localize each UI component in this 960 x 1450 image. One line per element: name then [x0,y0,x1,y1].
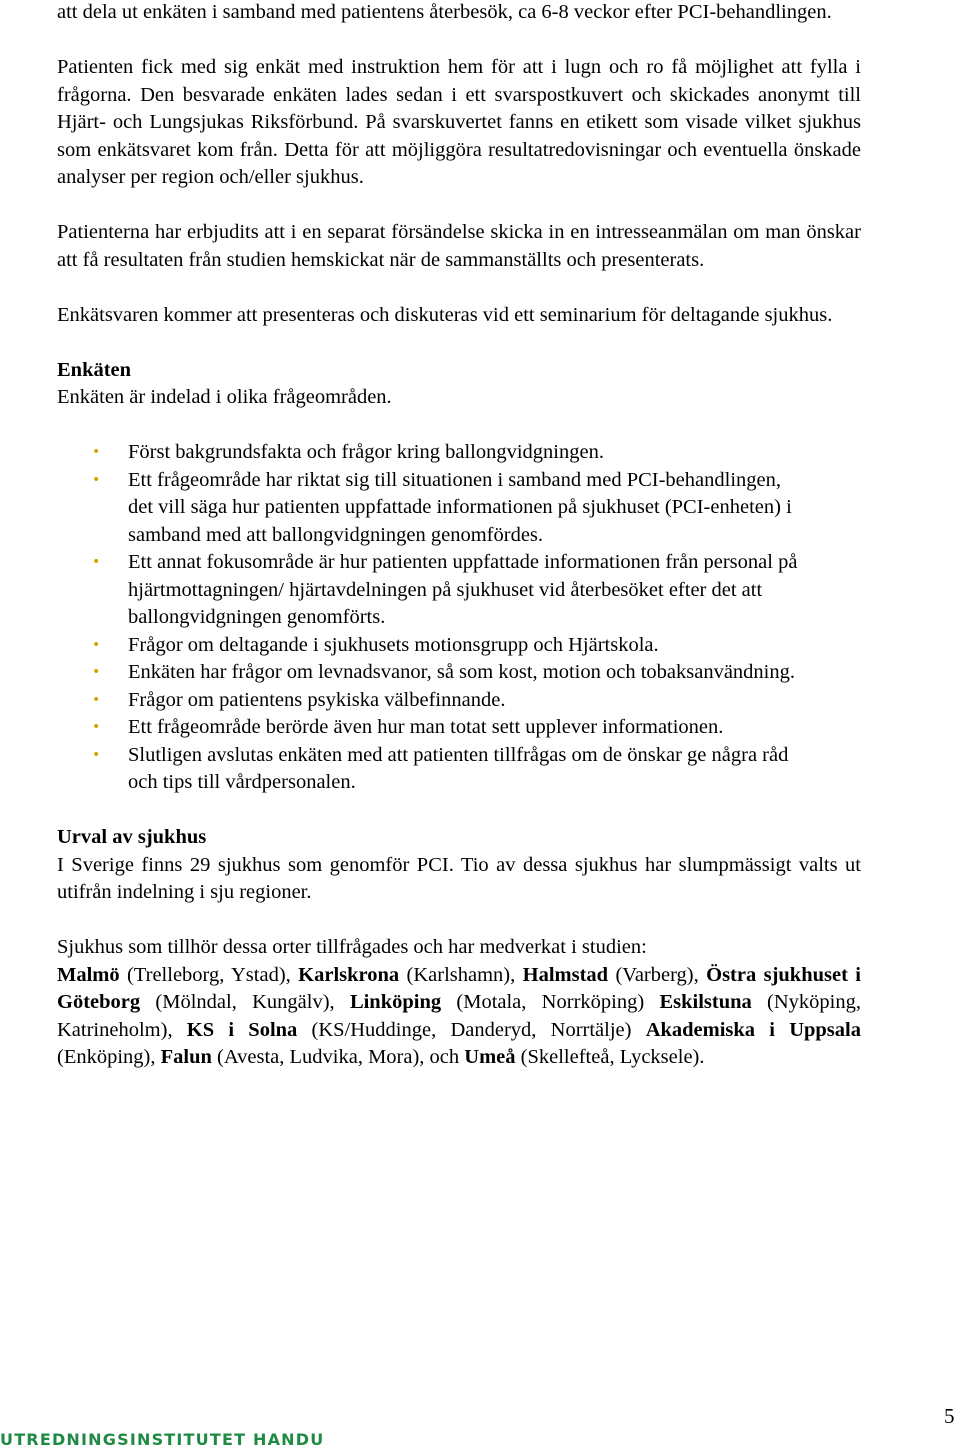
hospital-name: Malmö [57,963,120,986]
bullet-item [57,632,808,660]
heading-enkaten: Enkäten [57,358,132,381]
bullet-icon: • [92,471,101,488]
bullet-item [57,659,808,687]
urval-intro: I Sverige finns 29 sjukhus som genomför PCI. Tio av dessa sjukhus har slumpmässigt valts ut utifrån indelning i sju regioner. [57,853,861,903]
bullet-text: Frågor om deltagande i sjukhusets motionsgrupp och Hjärtskola. [128,633,659,656]
hospital-list [57,962,861,1072]
bullet-text: Ett frågeområde har riktat sig till situationen i samband med PCI-behandlingen, det vill säga hur patienten uppfattade informationen på sjukhuset (PCI-enheten) i samband med att ballongvidgningen genomfördes. [128,468,792,546]
hospital-name: KS i Solna [186,1018,298,1041]
bullet-text: Slutligen avslutas enkäten med att patienten tillfrågas om de önskar ge några råd och tips till vårdpersonalen. [128,743,789,793]
page-number: 5 [944,1404,955,1428]
bullet-icon: • [92,554,101,570]
paragraph-intro-continuation: att dela ut enkäten i samband med patientens återbesök, ca 6-8 veckor efter PCI-behandlingen. [57,1,832,23]
hospital-list-intro: Sjukhus som tillhör dessa orter tillfrågades och har medverkat i studien: [57,936,647,958]
hospital-detail: (Skellefteå, Lycksele). [515,1046,705,1068]
bullet-icon: • [92,691,101,708]
hospital-name: Falun [160,1046,212,1068]
hospital-detail: (Mölndal, Kungälv), [140,991,350,1013]
paragraph-seminar: Enkätsvaren kommer att presenteras och diskuteras vid ett seminarium för deltagande sjukhus. [57,303,833,326]
hospital-detail: (Trelleborg, Ystad), [119,963,299,986]
hospital-name: Linköping [349,991,442,1013]
footer-brand-logo: UTREDNINGSINSTITUTET HANDU [0,1430,325,1449]
hospital-name: Halmstad [522,963,609,986]
bullet-text: Frågor om patientens psykiska välbefinnande. [128,688,506,711]
hospital-name: Östra sjukhuset i Göteborg [57,963,861,1013]
hospital-name: Akademiska i Uppsala [645,1018,861,1041]
bullet-icon: • [92,664,101,680]
enkaten-intro: Enkäten är indelad i olika frågeområden. [57,386,392,408]
hospital-name: Umeå [464,1046,516,1068]
heading-urval: Urval av sjukhus [57,826,207,848]
bullet-item [57,467,808,550]
bullet-icon: • [92,719,101,735]
hospital-detail: (Nyköping, Katrineholm), [57,991,861,1041]
document-page [57,0,861,1072]
hospital-name: Karlskrona [298,963,400,986]
bullet-icon: • [92,636,101,653]
hospital-detail: (Karlshamn), [399,963,523,986]
bullet-text: Ett frågeområde berörde även hur man totat sett upplever informationen. [128,716,724,738]
paragraph-results-interest: Patienterna har erbjudits att i en separat försändelse skicka in en intresseanmälan om man önskar att få resultaten från studien hemskickat när de sammanställts och presenterats. [57,221,861,271]
hospital-detail: (Avesta, Ludvika, Mora), och [211,1046,465,1068]
bullet-text: Först bakgrundsfakta och frågor kring ballongvidgningen. [128,441,604,463]
bullet-item [57,439,808,467]
enkaten-bullet-list [57,439,861,797]
bullet-item [57,714,808,742]
hospital-name: Eskilstuna [659,991,752,1013]
bullet-item [57,549,808,632]
bullet-item [57,687,808,715]
hospital-detail: (Varberg), [608,963,707,986]
paragraph-survey-procedure: Patienten fick med sig enkät med instruktion hem för att i lugn och ro få möjlighet att fylla i frågorna. Den besvarade enkäten lades sedan i ett svarspostkuvert och skickades anonymt till Hjärt- och Lungsjukas Riksförbund. På svarskuvertet fanns en etikett som visade vilket sjukhus som enkätsvaret kom från. Detta för att möjliggöra resultatredovisningar och eventuella önskade analyser per region och/eller sjukhus. [57,56,861,188]
bullet-icon: • [92,746,101,763]
bullet-text: Ett annat fokusområde är hur patienten uppfattade informationen från personal på hjärtmottagningen/ hjärtavdelningen på sjukhuset vid återbesöket efter det att ballongvidgningen genomförts. [128,551,798,628]
hospital-detail: (Enköping), [57,1046,161,1068]
bullet-icon: • [92,444,101,460]
hospital-detail: (KS/Huddinge, Danderyd, Norrtälje) [297,1018,646,1041]
bullet-text: Enkäten har frågor om levnadsvanor, så som kost, motion och tobaksanvändning. [128,661,795,683]
hospital-detail: (Motala, Norrköping) [441,991,660,1013]
bullet-item [57,742,808,797]
